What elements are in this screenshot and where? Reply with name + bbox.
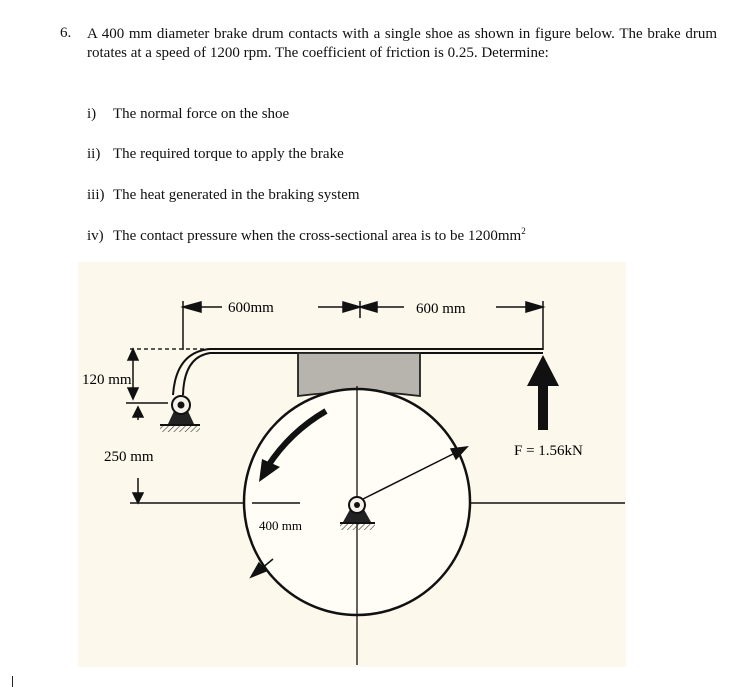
force-label: F = 1.56kN (514, 443, 583, 459)
question-number: 6. (60, 25, 72, 41)
dimension-label-lower: 250 mm (104, 449, 154, 465)
dimension-label-right: 600 mm (416, 301, 466, 317)
text-cursor (12, 676, 13, 687)
item-roman: iii) (87, 187, 105, 203)
item-superscript: 2 (521, 226, 526, 236)
item-text: The heat generated in the braking system (113, 187, 360, 203)
dimension-label-diameter: 400 mm (259, 518, 302, 533)
item-text: The contact pressure when the cross-sectional area is to be 1200mm (113, 228, 522, 244)
item-text: The required torque to apply the brake (113, 146, 344, 162)
item-roman: ii) (87, 146, 101, 162)
item-text: The normal force on the shoe (113, 106, 290, 122)
item-roman: iv) (87, 228, 104, 244)
question-text: A 400 mm diameter brake drum contacts with a single shoe as shown in figure below. The brake drum rotates at a speed of 1200 rpm. The coefficient of friction is 0.25. Determine: (87, 26, 717, 61)
item-roman: i) (87, 106, 97, 122)
dimension-label-pivot-height: 120 mm (82, 372, 132, 388)
dimension-label-left: 600mm (228, 300, 274, 316)
